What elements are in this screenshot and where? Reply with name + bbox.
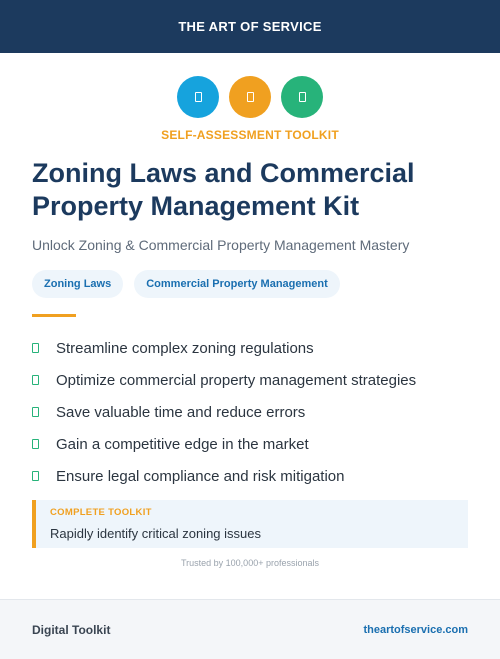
feature-text: Save valuable time and reduce errors [56,403,306,421]
feature-text: Gain a competitive edge in the market [56,435,309,453]
tag-list [32,270,340,298]
feature-item [32,332,472,364]
feature-list [32,332,472,492]
accent-divider [32,314,76,317]
feature-item [32,396,472,428]
callout-text: Rapidly identify critical zoning issues [50,526,261,541]
header-bar [0,0,500,53]
callout-label: COMPLETE TOOLKIT [50,507,152,518]
tag-commercial-property-management[interactable]: Commercial Property Management [134,270,340,298]
footer-label: Digital Toolkit [32,622,111,637]
check-icon [32,343,39,353]
icon-row [0,76,500,118]
feature-item [32,460,472,492]
feature-text: Ensure legal compliance and risk mitigation [56,467,345,485]
toolkit-callout [32,500,468,548]
website-link[interactable]: theartofservice.com [363,623,468,636]
document-icon [281,76,323,118]
feature-text: Streamline complex zoning regulations [56,339,314,357]
feature-item [32,428,472,460]
feature-item [32,364,472,396]
document-icon [229,76,271,118]
check-icon [32,471,39,481]
brand-title: THE ART OF SERVICE [178,19,322,34]
page-title: Zoning Laws and Commercial Property Management Kit [32,158,415,221]
check-icon [32,439,39,449]
check-icon [32,375,39,385]
feature-text: Optimize commercial property management strategies [56,371,417,389]
subtitle: Unlock Zoning & Commercial Property Management Mastery [32,237,410,253]
kicker-label: SELF-ASSESSMENT TOOLKIT [161,128,339,142]
document-icon [177,76,219,118]
footer-bar [0,599,500,659]
check-icon [32,407,39,417]
tag-zoning-laws[interactable]: Zoning Laws [32,270,123,298]
trusted-note: Trusted by 100,000+ professionals [180,558,319,568]
